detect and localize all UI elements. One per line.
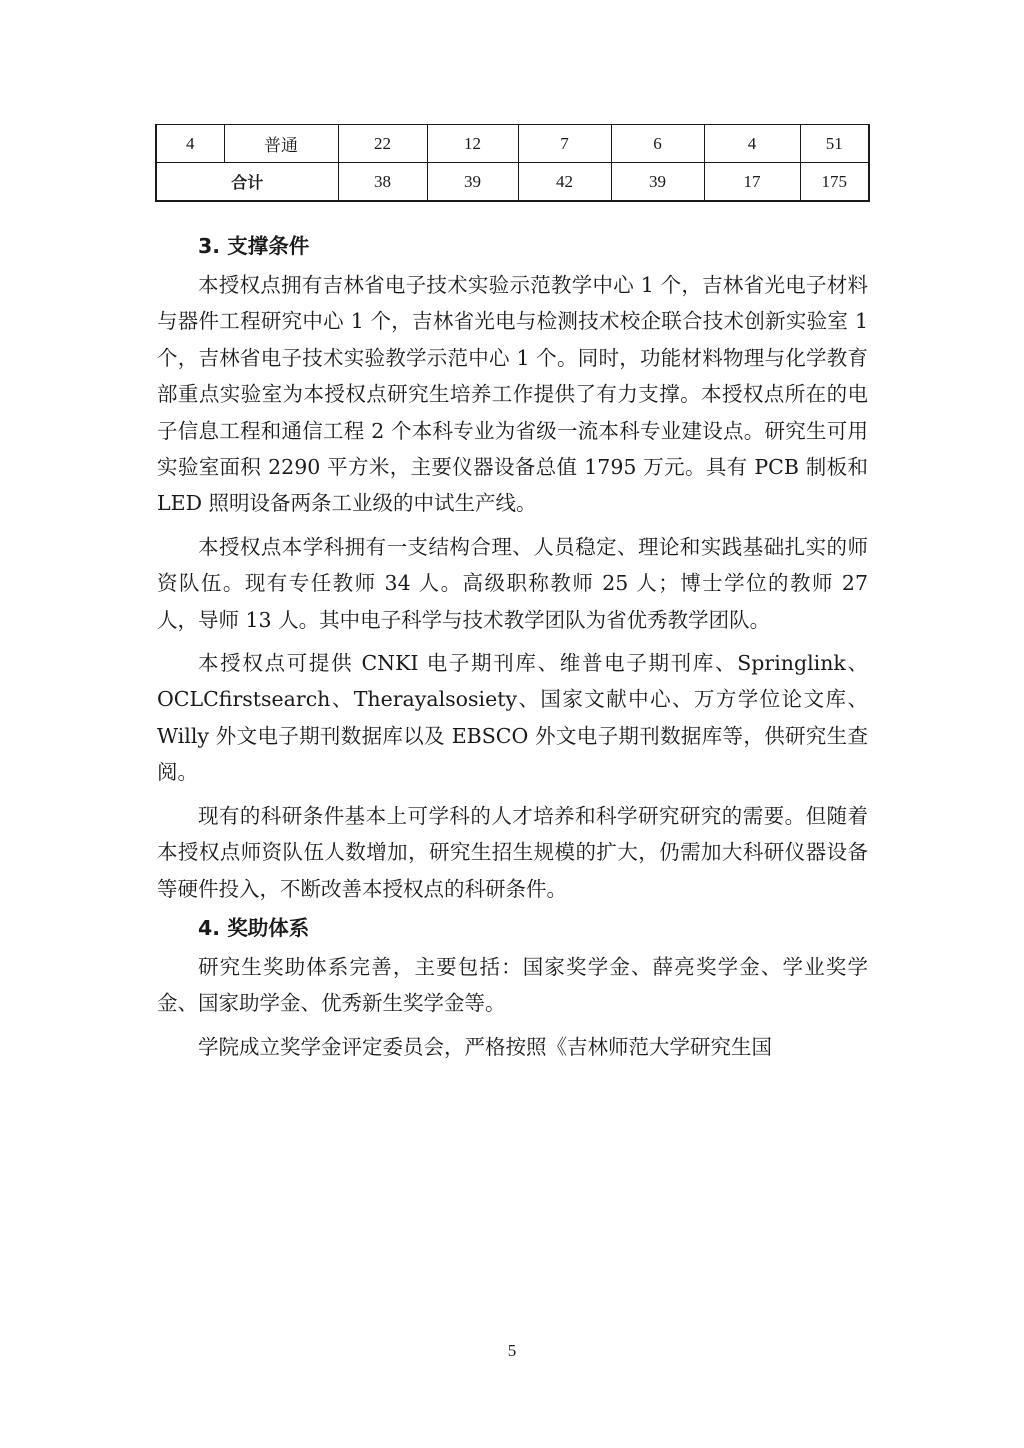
paragraph: 本授权点拥有吉林省电子技术实验示范教学中心 1 个，吉林省光电子材料与器件工程研究中心 1 个，吉林省光电与检测技术校企联合技术创新实验室 1 个，吉林省电子技术实验教学示范中心 1 个。同时，功能材料物理与化学教育部重点实验室为本授权点研究生培养工作提供了有力支撑。本授权点所在的电子信息工程和通信工程 2 个本科专业为省级一流本科专业建设点。研究生可用实验室面积 2290 平方米，主要仪器设备总值 1795 万元。具有 PCB 制板和 LED 照明设备两条工业级的中试生产线。 [157, 273, 868, 516]
table-cell: 普通 [224, 125, 338, 163]
document-body [157, 225, 868, 1065]
table-cell: 6 [611, 125, 704, 163]
section-heading: 4. 奖助体系 [198, 915, 310, 940]
paragraph: 本授权点可提供 CNKI 电子期刊库、维普电子期刊库、Springlink、OCLCfirstsearch、Therayalsosiety、国家文献中心、万方学位论文库、Willy 外文电子期刊数据库以及 EBSCO 外文电子期刊数据库等，供研究生查阅。 [157, 651, 868, 785]
table-cell: 12 [427, 125, 518, 163]
table-cell: 39 [611, 163, 704, 202]
table-cell: 175 [800, 163, 869, 202]
total-label: 合计 [156, 163, 338, 202]
table-total-row [156, 163, 869, 202]
paragraph: 本授权点本学科拥有一支结构合理、人员稳定、理论和实践基础扎实的师资队伍。现有专任教师 34 人。高级职称教师 25 人；博士学位的教师 27 人，导师 13 人。其中电子科学与技术教学团队为省优秀教学团队。 [157, 534, 868, 632]
page-number: 5 [507, 1341, 517, 1360]
table-cell: 7 [518, 125, 611, 163]
table-row [156, 125, 869, 163]
table-cell: 42 [518, 163, 611, 202]
paragraph: 学院成立奖学金评定委员会，严格按照《吉林师范大学研究生国 [198, 1034, 772, 1059]
table-cell: 4 [156, 125, 224, 163]
paragraph: 现有的科研条件基本上可学科的人才培养和科学研究研究的需要。但随着本授权点师资队伍人数增加，研究生招生规模的扩大，仍需加大科研仪器设备等硬件投入，不断改善本授权点的科研条件。 [157, 803, 868, 901]
paragraph: 研究生奖助体系完善，主要包括：国家奖学金、薛亮奖学金、学业奖学金、国家助学金、优秀新生奖学金等。 [157, 954, 868, 1016]
table-cell: 22 [338, 125, 427, 163]
table-cell: 51 [800, 125, 869, 163]
table-cell: 17 [704, 163, 800, 202]
statistics-table [155, 124, 870, 202]
table-cell: 4 [704, 125, 800, 163]
section-heading: 3. 支撑条件 [198, 234, 310, 258]
table-cell: 39 [427, 163, 518, 202]
table-cell: 38 [338, 163, 427, 202]
